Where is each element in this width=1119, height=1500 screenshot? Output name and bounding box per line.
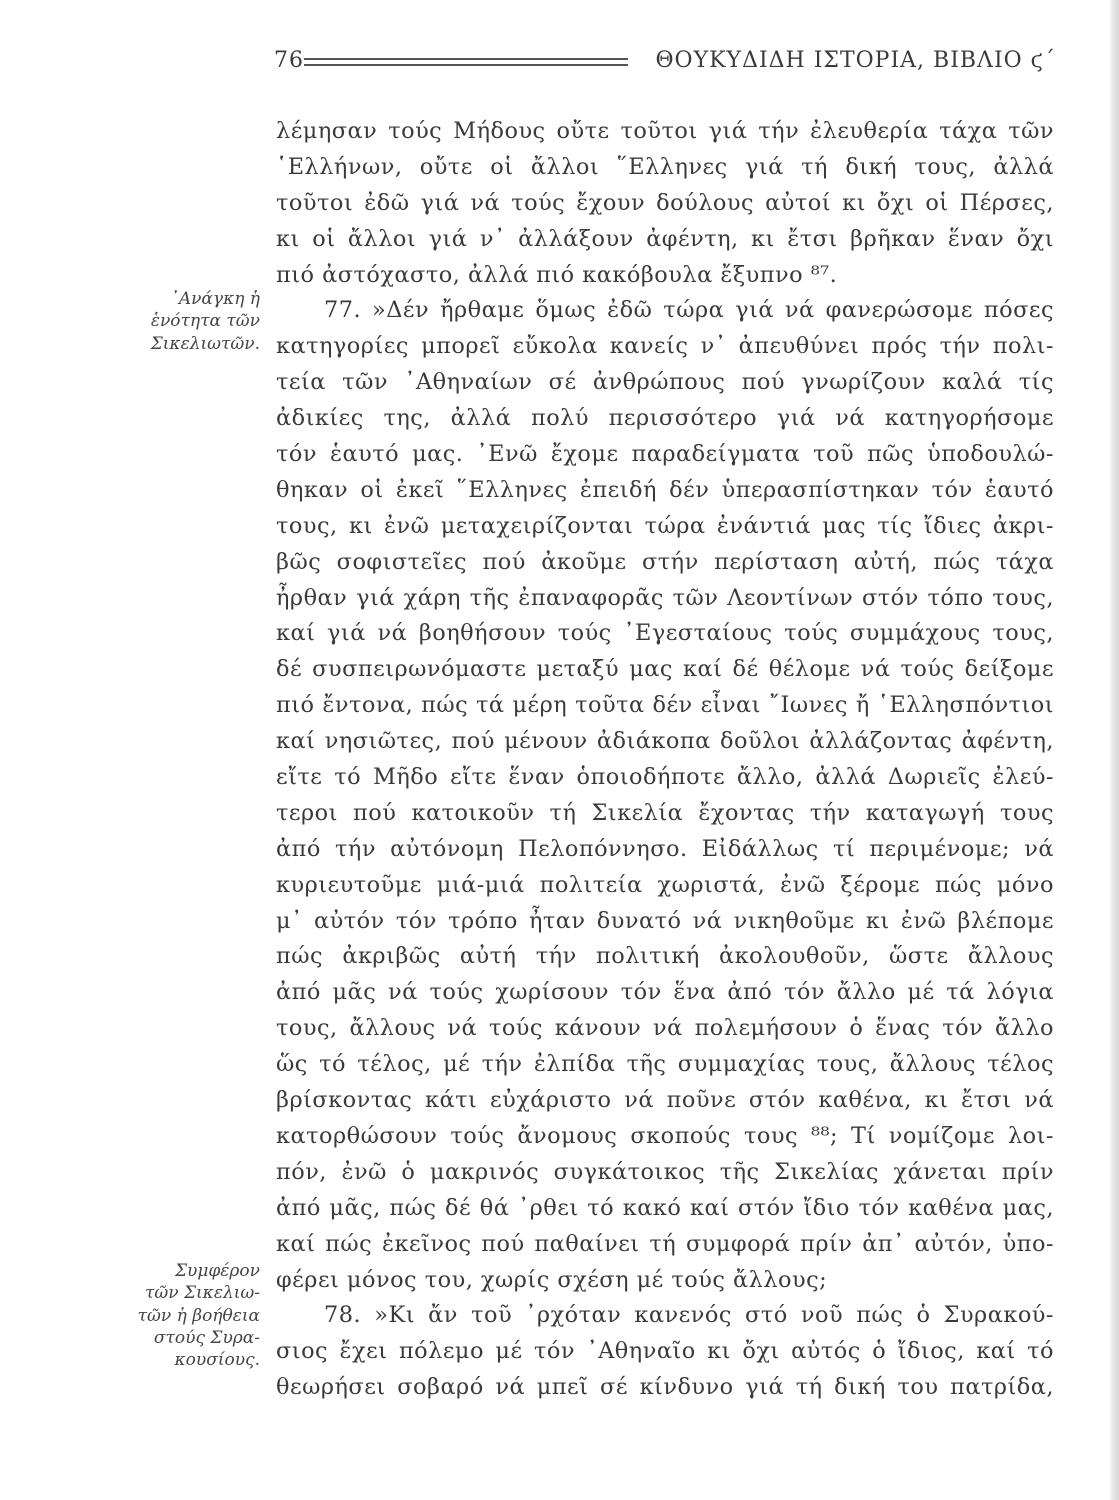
text-line: καί γιά νά βοηθήσουν τούς ᾿Εγεσταίους τούς συμμάχους τους, [276,620,1054,647]
text-line: βῶς σοφιστεῖες πού ἀκοῦμε στήν περίσταση αὐτή, πώς τάχα [276,548,1054,575]
text-line: φέρει μόνος του, χωρίς σχέση μέ τούς ἄλλους; [276,1266,828,1293]
text-line: καί νησιῶτες, πού μένουν ἀδιάκοπα δοῦλοι ἀλλάζοντας ἀφέντη, [276,728,1054,755]
margin-note-line: ἑνότητα τῶν [150,311,260,332]
text-line: θεωρήσει σοβαρό νά μπεῖ σέ κίνδυνο γιά τή δική του πατρίδα, [276,1374,1054,1401]
margin-note-line: κουσίους. [174,1350,260,1371]
text-line: κι οἱ ἄλλοι γιά ν᾿ ἀλλάξουν ἀφέντη, κι ἔτσι βρῆκαν ἕναν ὄχι [276,225,1054,252]
margin-note-unity [100,288,260,355]
text-line: τους, κι ἐνῶ μεταχειρίζονται τώρα ἐνάντιά μας τίς ἴδιες ἀκρι- [276,512,1054,539]
text-line: καί πώς ἐκεῖνος πού παθαίνει τή συμφορά πρίν ἀπ᾿ αὐτόν, ὑπο- [276,1230,1054,1257]
margin-note-interest [100,1260,260,1371]
margin-note-line: τῶν Σικελιω- [144,1283,260,1304]
text-line: βρίσκοντας κάτι εὐχάριστο νά ποῦνε στόν καθένα, κι ἔτσι νά [276,1087,1054,1114]
page-edge-shadow [1110,0,1119,1500]
text-line: πώς ἀκριβῶς αὐτή τήν πολιτική ἀκολουθοῦν, ὥστε ἄλλους [276,943,1054,970]
margin-note-line: τῶν ἡ βοήθεια [137,1305,260,1326]
paragraph-start-77: 77. »Δέν ἤρθαμε ὅμως ἐδῶ τώρα γιά νά φανερώσομε πόσες [324,297,1054,324]
text-line: κατορθώσουν τούς ἄνομους σκοπούς τους ⁸⁸; Τί νομίζομε λοι- [276,1122,1054,1149]
margin-note-line: Συμφέρον [175,1261,260,1281]
text-line: ἀπό τήν αὐτόνομη Πελοπόννησο. Εἰδάλλως τί περιμένομε; νά [276,835,1054,862]
page-header [274,44,1056,78]
text-line: τους, ἄλλους νά τούς κάνουν νά πολεμήσουν ὁ ἕνας τόν ἄλλο [276,1015,1054,1042]
page-number: 76 [274,48,304,73]
text-line: μ᾿ αὐτόν τόν τρόπο ἦταν δυνατό νά νικηθοῦμε κι ἐνῶ βλέπομε [276,907,1054,934]
text-line: τόν ἑαυτό μας. ᾿Ενῶ ἔχομε παραδείγματα τοῦ πῶς ὑποδουλώ- [276,441,1054,468]
text-line: ῾Ελλήνων, οὔτε οἱ ἄλλοι ῞Ελληνες γιά τή δική τους, ἀλλά [276,153,1054,180]
text-line: ἀπό μᾶς, πώς δέ θά ᾿ρθει τό κακό καί στόν ἴδιο τόν καθένα μας, [276,1194,1054,1221]
text-line: ἀπό μᾶς νά τούς χωρίσουν τόν ἕνα ἀπό τόν ἄλλο μέ τά λόγια [276,979,1054,1006]
text-line: πιό ἀστόχαστο, ἀλλά πιό κακόβουλα ἔξυπνο ⁸⁷. [276,261,838,288]
text-line: ὥς τό τέλος, μέ τήν ἐλπίδα τῆς συμμαχίας τους, ἄλλους τέλος [276,1051,1054,1078]
text-line: πόν, ἐνῶ ὁ μακρινός συγκάτοικος τῆς Σικελίας χάνεται πρίν [276,1158,1054,1185]
text-line: θηκαν οἱ ἐκεῖ ῞Ελληνες ἐπειδή δέν ὑπερασπίστηκαν τόν ἑαυτό [276,476,1054,503]
paragraph-start-78: 78. »Κι ἄν τοῦ ᾿ρχόταν κανενός στό νοῦ πώς ὁ Συρακού- [324,1302,1054,1329]
text-line: ἀδικίες της, ἀλλά πολύ περισσότερο γιά νά κατηγορήσομε [276,405,1054,432]
text-line: δέ συσπειρωνόμαστε μεταξύ μας καί δέ θέλομε νά τούς δείξομε [276,656,1054,683]
margin-note-line: ᾿Ανάγκη ἡ [170,289,260,309]
margin-note-line: Σικελιωτῶν. [150,333,260,354]
text-line: εἴτε τό Μῆδο εἴτε ἕναν ὁποιοδήποτε ἄλλο, ἀλλά Δωριεῖς ἐλεύ- [276,764,1054,791]
text-line: πιό ἔντονα, πώς τά μέρη τοῦτα δέν εἶναι ῎Ιωνες ἤ ῾Ελλησπόντιοι [276,692,1054,719]
main-text [276,114,1054,1406]
text-line: τεία τῶν ᾿Αθηναίων σέ ἀνθρώπους πού γνωρίζουν καλά τίς [276,369,1054,396]
text-line: τοῦτοι ἐδῶ γιά νά τούς ἔχουν δούλους αὐτοί κι ὄχι οἱ Πέρσες, [276,189,1054,216]
text-line: τεροι πού κατοικοῦν τή Σικελία ἔχοντας τήν καταγωγή τους [276,799,1054,826]
margin-note-line: στούς Συρα- [153,1327,260,1348]
text-line: ἦρθαν γιά χάρη τῆς ἐπαναφορᾶς τῶν Λεοντίνων στόν τόπο τους, [276,584,1054,611]
text-line: λέμησαν τούς Μήδους οὔτε τοῦτοι γιά τήν ἐλευθερία τάχα τῶν [276,118,1054,144]
text-line: κατηγορίες μπορεῖ εὔκολα κανείς ν᾿ ἀπευθύνει πρός τήν πολι- [276,333,1054,360]
text-line: σιος ἔχει πόλεμο μέ τόν ᾿Αθηναῖο κι ὄχι αὐτός ὁ ἴδιος, καί τό [276,1338,1054,1365]
header-rule [304,58,628,66]
text-line: κυριευτοῦμε μιά-μιά πολιτεία χωριστά, ἐνῶ ξέρομε πώς μόνο [276,871,1054,898]
running-title: ΘΟΥΚΥΔΙΔΗ ΙΣΤΟΡΙΑ, ΒΙΒΛΙΟ ϛ΄ [655,48,1056,73]
